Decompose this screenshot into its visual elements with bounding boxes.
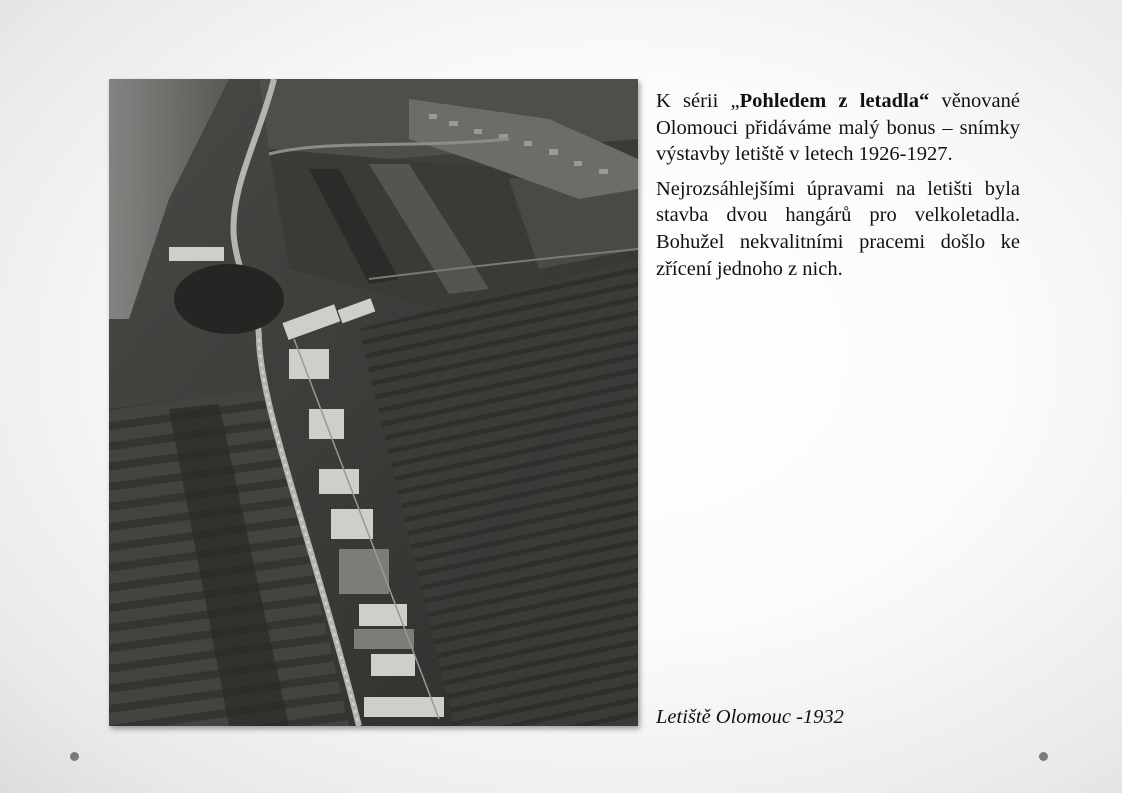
aerial-photo-airport <box>109 79 638 726</box>
detail-paragraph: Nejrozsáhlejšími úpravami na letišti byla stavba dvou hangárů pro velkoletadla. Bohužel nekvalitními pracemi došlo ke zřícení jednoho z nich. <box>656 177 1020 280</box>
photo-caption: Letiště Olomouc -1932 <box>656 706 844 728</box>
intro-paragraph <box>656 88 1020 168</box>
intro-prefix: K sérii „ <box>656 90 740 112</box>
decorative-dot-left <box>70 752 79 761</box>
intro-suffix: věnované Olomouci přidáváme malý bonus – snímky výstavby letiště v letech 1926-1927. <box>656 90 1020 166</box>
decorative-dot-right <box>1039 752 1048 761</box>
description-text <box>656 88 1020 290</box>
series-title: Pohledem z letadla“ <box>739 90 930 112</box>
